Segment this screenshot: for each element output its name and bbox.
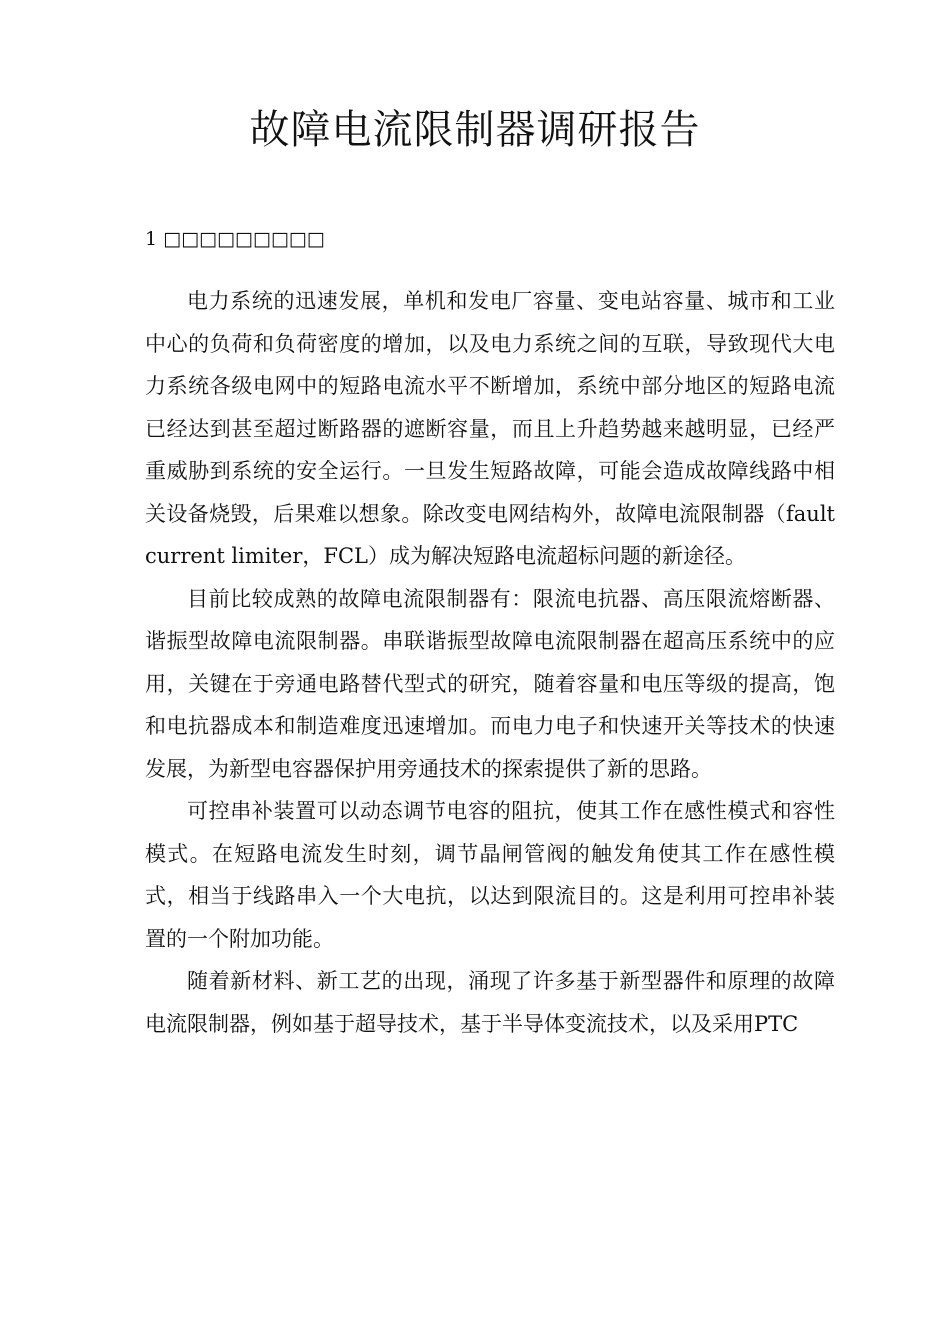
paragraph: 目前比较成熟的故障电流限制器有：限流电抗器、高压限流熔断器、谐振型故障电流限制器。串联谐振型故障电流限制器在超高压系统中的应用，关键在于旁通电路替代型式的研究，随着容量和电压等级的提高，饱和电抗器成本和制造难度迅速增加。而电力电子和快速开关等技术的快速发展，为新型电容器保护用旁通技术的探索提供了新的思路。 [145, 586, 835, 781]
section-heading: 1 □□□□□□□□□ [145, 228, 325, 250]
body-text [145, 280, 835, 1045]
paragraph: 随着新材料、新工艺的出现，涌现了许多基于新型器件和原理的故障电流限制器，例如基于超导技术，基于半导体变流技术，以及采用PTC [145, 969, 835, 1036]
document-title: 故障电流限制器调研报告 [249, 107, 701, 153]
paragraph: 电力系统的迅速发展，单机和发电厂容量、变电站容量、城市和工业中心的负荷和负荷密度的增加，以及电力系统之间的互联，导致现代大电力系统各级电网中的短路电流水平不断增加，系统中部分地区的短路电流已经达到甚至超过断路器的遮断容量，而且上升趋势越来越明显，已经严重威胁到系统的安全运行。一旦发生短路故障，可能会造成故障线路中相关设备烧毁，后果难以想象。除改变电网结构外，故障电流限制器（fault current limiter，FCL）成为解决短路电流超标问题的新途径。 [145, 289, 835, 568]
paragraph: 可控串补装置可以动态调节电容的阻抗，使其工作在感性模式和容性模式。在短路电流发生时刻，调节晶闸管阀的触发角使其工作在感性模式，相当于线路串入一个大电抗，以达到限流目的。这是利用可控串补装置的一个附加功能。 [145, 799, 835, 951]
